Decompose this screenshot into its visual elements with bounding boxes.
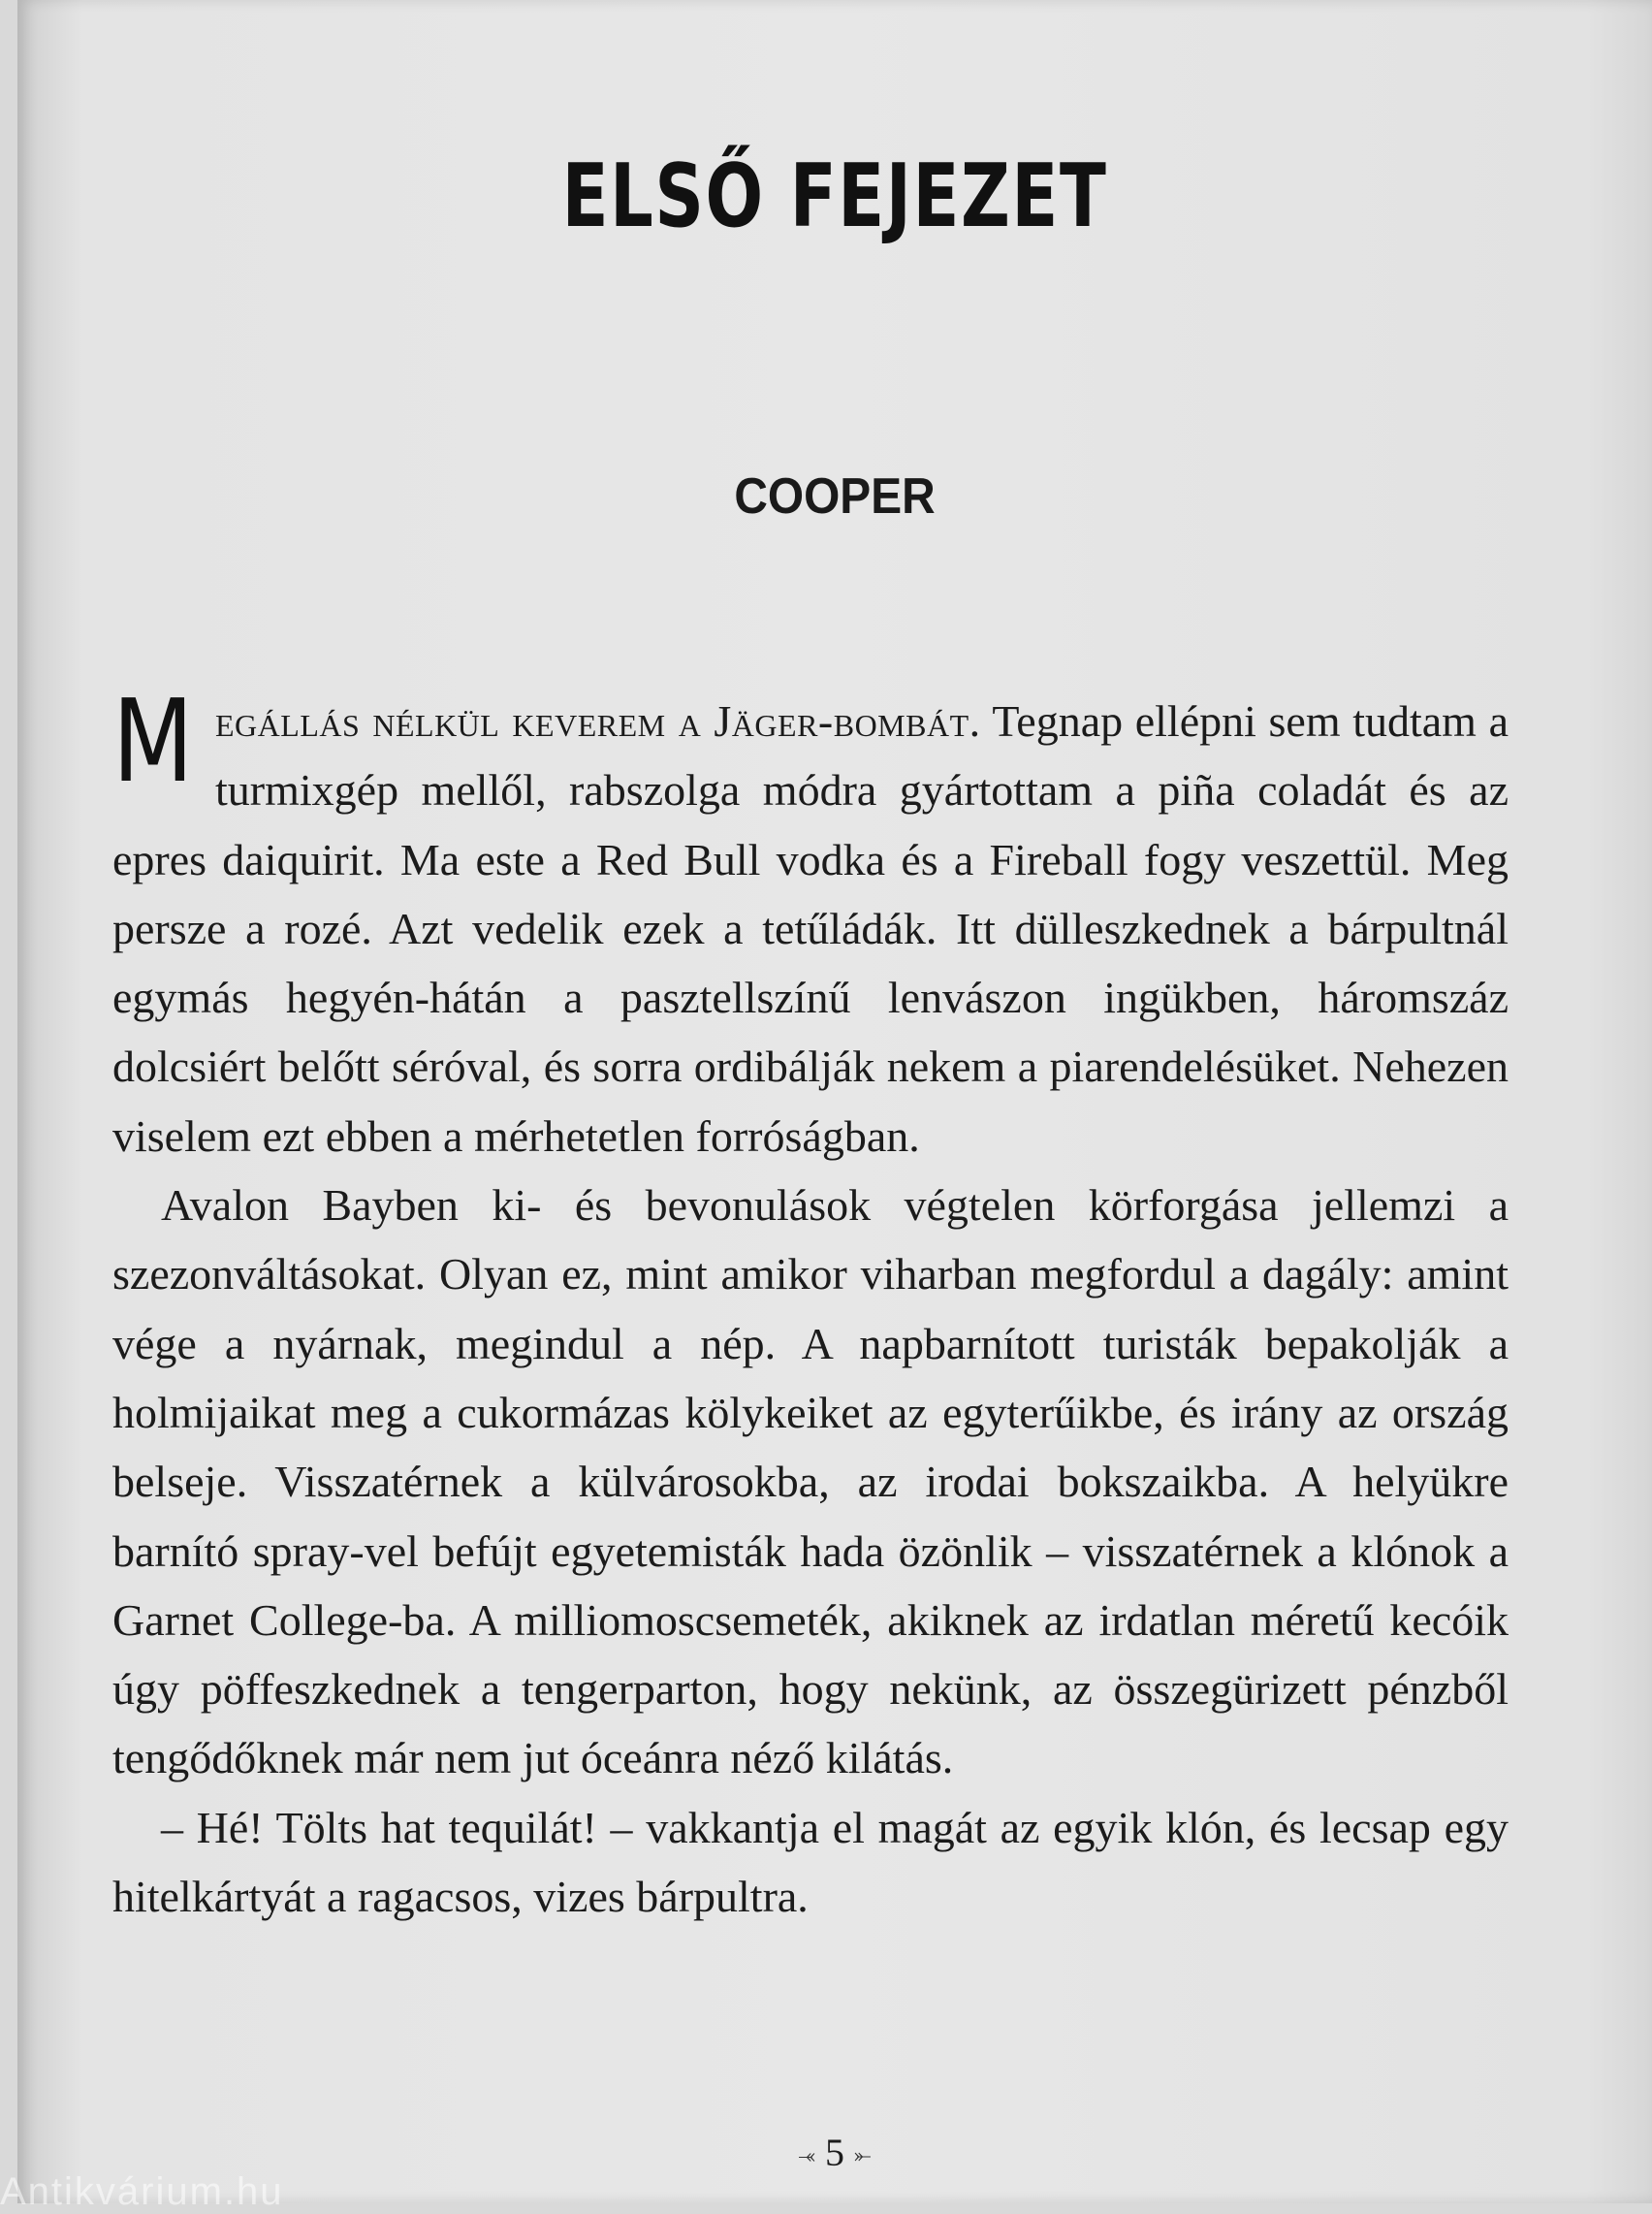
- lead-in-smallcaps: egállás nélkül keverem a Jäger-bombát.: [215, 696, 981, 746]
- page-number: 5: [825, 2131, 844, 2174]
- book-page: [17, 0, 1652, 2203]
- paragraph-1-text: Tegnap ellépni sem tudtam a turmixgép mellől, rabszolga módra gyártottam a piña coladát és az epres daiquirit. Ma este a Red Bull vodka és a Fireball fogy veszettül. Meg persze a rozé. Azt vedelik ezek a tetűládák. Itt dülleszkednek a bárpultnál egymás hegyén-hátán a pasztellszínű lenvászon ingükben, háromszáz dolcsiért belőtt séróval, és sorra ordibálják nekem a piarendelésüket. Nehezen viselem ezt ebben a mérhetetlen forróságban.: [112, 696, 1509, 1161]
- drop-cap: M: [112, 674, 194, 808]
- left-ornament-icon: ⤛: [798, 2144, 815, 2169]
- page-footer: [17, 2130, 1652, 2175]
- chapter-title: ELSŐ FEJEZET: [561, 145, 1108, 247]
- chapter-narrator: COOPER: [734, 468, 936, 525]
- paragraph-3: – Hé! Tölts hat tequilát! – vakkantja el magát az egyik klón, és lecsap egy hitelkártyát a ragacsos, vizes bárpultra.: [112, 1802, 1509, 1922]
- watermark: Antikvárium.hu: [0, 2170, 284, 2213]
- right-ornament-icon: ⤜: [854, 2144, 872, 2169]
- paragraph-2: Avalon Bayben ki- és bevonulások végtelen körforgása jellemzi a szezonváltásokat. Olyan ez, mint amikor viharban megfordul a dagály: amint vége a nyárnak, megindul a nép. A napbarnított turisták bepakolják a holmijaikat meg a cukormázas kölykeiket az egyterűikbe, és irány az ország belseje. Visszatérnek a külvárosokba, az irodai bokszaikba. A helyükre barnító spray-vel befújt egyetemisták hada özönlik – visszatérnek a klónok a Garnet College-ba. A milliomoscsemeték, akiknek az irdatlan méretű kecóik úgy pöffeszkednek a tengerparton, hogy nekünk, az összegürizett pénzből tengődőknek már nem jut óceánra néző kilátás.: [112, 1180, 1509, 1783]
- body-text: [112, 674, 1509, 1931]
- paragraph-1: [112, 674, 1509, 1171]
